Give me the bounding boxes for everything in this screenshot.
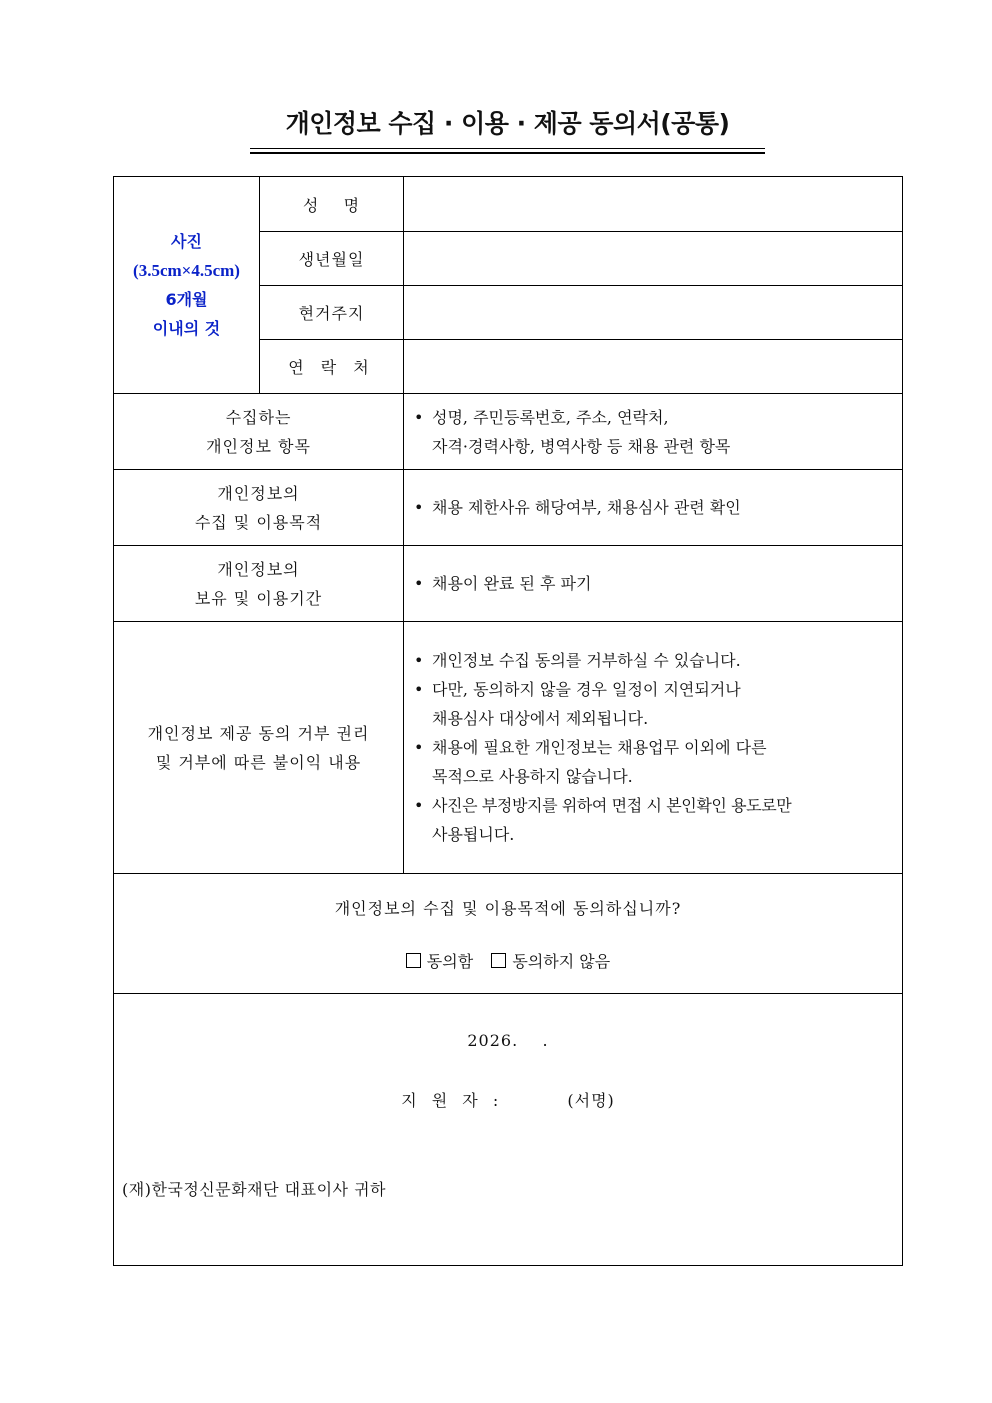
rights-item-4-cont: 사용됩니다. bbox=[432, 825, 515, 844]
title-underline-thick bbox=[250, 152, 765, 154]
items-content bbox=[404, 394, 903, 470]
document-title: 개인정보 수집 · 이용 · 제공 동의서(공통) bbox=[285, 109, 730, 138]
address-label: 현거주지 bbox=[260, 286, 404, 340]
birth-field[interactable] bbox=[404, 232, 903, 286]
agree-label: 동의함 bbox=[426, 951, 474, 971]
rights-item-3: 채용에 필요한 개인정보는 채용업무 이외에 다른 bbox=[432, 738, 767, 757]
period-content bbox=[404, 546, 903, 622]
bullet-icon: • bbox=[414, 651, 424, 670]
purpose-label: 개인정보의 수집 및 이용목적 bbox=[114, 470, 404, 546]
consent-options bbox=[114, 949, 902, 972]
applicant-label: 지 원 자 : bbox=[401, 1091, 504, 1110]
consent-question: 개인정보의 수집 및 이용목적에 동의하십니까? bbox=[334, 898, 682, 918]
address-field[interactable] bbox=[404, 286, 903, 340]
items-text-cont: 자격·경력사항, 병역사항 등 채용 관련 항목 bbox=[432, 436, 731, 456]
birth-label: 생년월일 bbox=[260, 232, 404, 286]
name-field[interactable] bbox=[404, 177, 903, 232]
photo-size: (3.5cm×4.5cm) bbox=[133, 261, 240, 280]
bullet-icon: • bbox=[414, 574, 424, 593]
date-field[interactable]: 2026. . bbox=[467, 1031, 549, 1050]
consent-row bbox=[114, 874, 903, 994]
sign-label: (서명) bbox=[567, 1091, 615, 1110]
rights-item-3-cont: 목적으로 사용하지 않습니다. bbox=[432, 767, 633, 786]
rights-row bbox=[114, 622, 903, 874]
items-row bbox=[114, 394, 903, 470]
signature-row bbox=[114, 994, 903, 1266]
disagree-checkbox[interactable] bbox=[491, 953, 506, 968]
contact-field[interactable] bbox=[404, 340, 903, 394]
period-row bbox=[114, 546, 903, 622]
items-label: 수집하는 개인정보 항목 bbox=[114, 394, 404, 470]
rights-item-2-cont: 채용심사 대상에서 제외됩니다. bbox=[432, 709, 649, 728]
bullet-icon: • bbox=[414, 738, 424, 757]
applicant-line bbox=[114, 1088, 902, 1111]
agree-checkbox[interactable] bbox=[406, 953, 421, 968]
rights-item-1: 개인정보 수집 동의를 거부하실 수 있습니다. bbox=[432, 651, 741, 670]
contact-label: 연 락 처 bbox=[260, 340, 404, 394]
recipient-text: (재)한국정신문화재단 대표이사 귀하 bbox=[122, 1180, 386, 1199]
rights-label: 개인정보 제공 동의 거부 권리 및 거부에 따른 불이익 내용 bbox=[114, 622, 404, 874]
items-text: 성명, 주민등록번호, 주소, 연락처, bbox=[432, 407, 669, 427]
purpose-content bbox=[404, 470, 903, 546]
bullet-icon: • bbox=[414, 498, 424, 517]
rights-item-2: 다만, 동의하지 않을 경우 일정이 지연되거나 bbox=[432, 680, 741, 699]
bullet-icon: • bbox=[414, 796, 424, 815]
bullet-icon: • bbox=[414, 407, 424, 427]
purpose-row bbox=[114, 470, 903, 546]
photo-age: 6개월 bbox=[165, 290, 208, 309]
title-underline bbox=[250, 148, 765, 149]
bullet-icon: • bbox=[414, 680, 424, 699]
disagree-label: 동의하지 않음 bbox=[512, 951, 611, 971]
rights-content bbox=[404, 622, 903, 874]
consent-section bbox=[114, 874, 903, 994]
photo-label: 사진 bbox=[171, 232, 202, 251]
purpose-text: 채용 제한사유 해당여부, 채용심사 관련 확인 bbox=[432, 498, 741, 517]
period-text: 채용이 완료 된 후 파기 bbox=[432, 574, 592, 593]
consent-form-table bbox=[113, 176, 903, 1266]
signature-section bbox=[114, 994, 903, 1266]
period-label: 개인정보의 보유 및 이용기간 bbox=[114, 546, 404, 622]
name-label: 성 명 bbox=[260, 177, 404, 232]
rights-item-4: 사진은 부정방지를 위하여 면접 시 본인확인 용도로만 bbox=[432, 796, 792, 815]
name-row bbox=[114, 177, 903, 232]
photo-age-note: 이내의 것 bbox=[152, 319, 221, 338]
photo-box[interactable] bbox=[114, 177, 260, 394]
